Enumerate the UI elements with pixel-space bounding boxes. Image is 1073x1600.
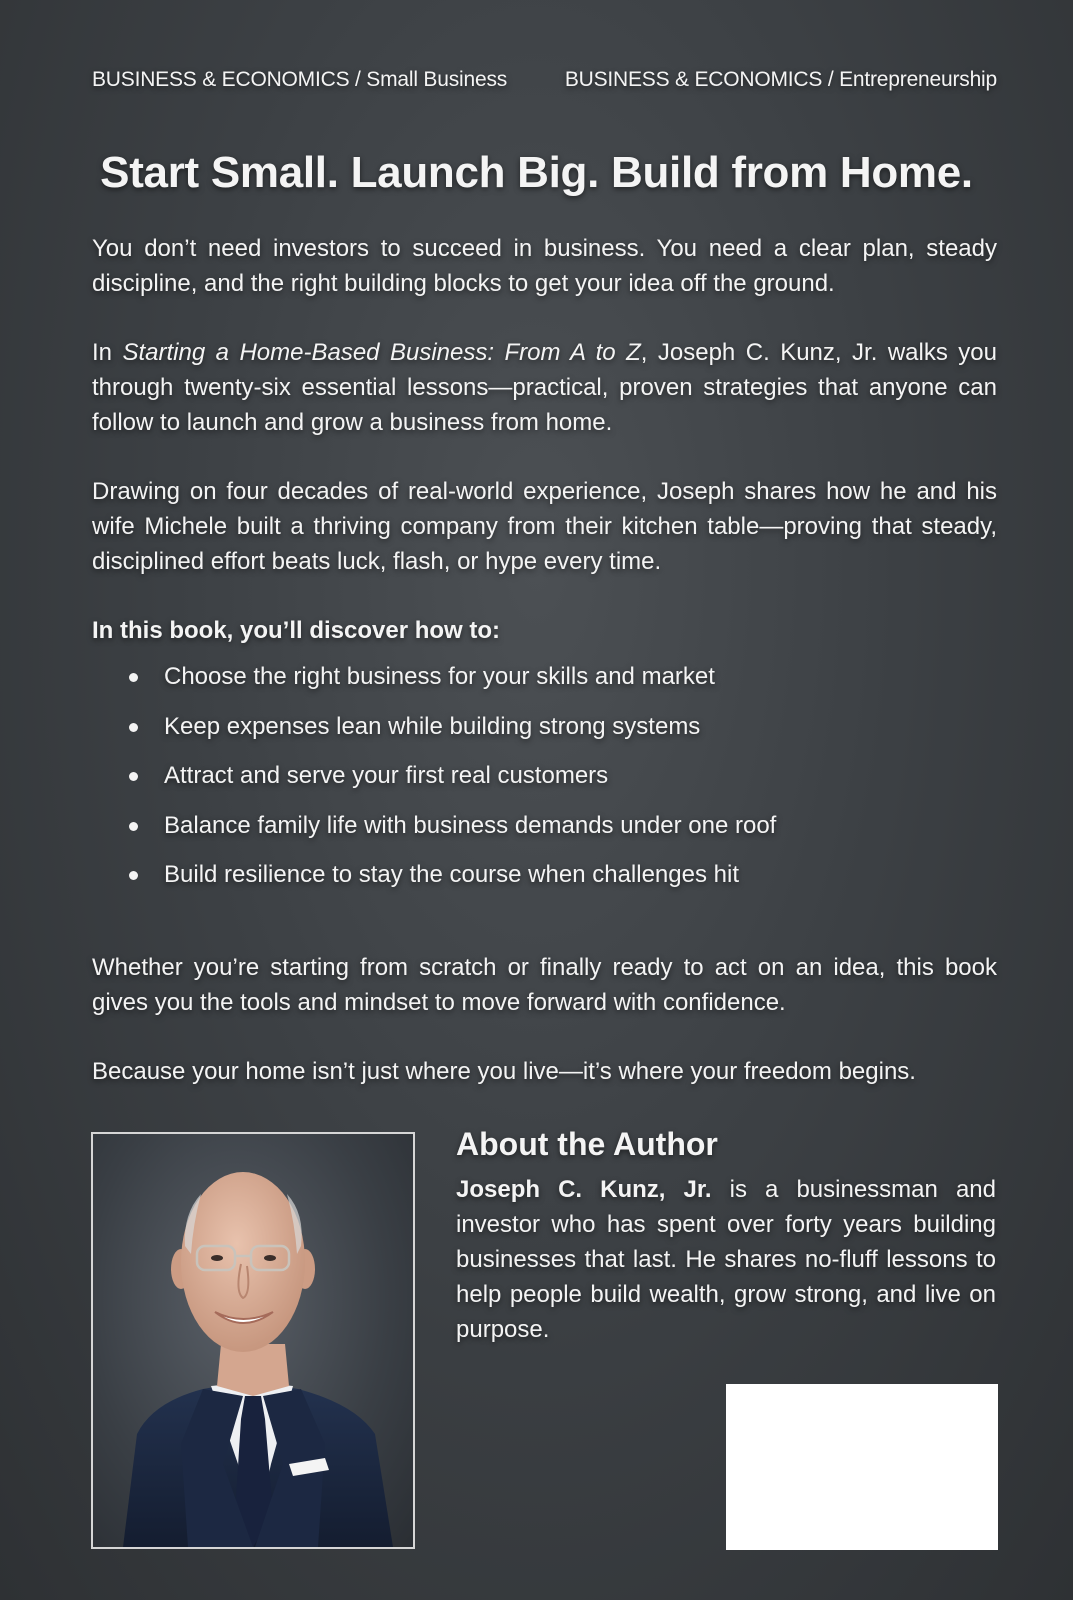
benefit-text: Balance family life with business demands under one roof: [164, 811, 777, 839]
benefit-text: Choose the right business for your skills and market: [164, 663, 715, 690]
barcode-placeholder: [726, 1384, 998, 1550]
book-paragraph-text: [92, 335, 997, 440]
closing-text: Whether you’re starting from scratch or finally ready to act on an idea, this book gives you the tools and mindset to move forward with confidence.: [92, 954, 997, 1016]
intro-text: You don’t need investors to succeed in business. You need a clear plan, steady discipline, and the right building blocks to get your idea off the ground.: [92, 235, 997, 297]
book-paragraph-prefix: In: [92, 339, 123, 366]
about-author-bio: [456, 1172, 996, 1347]
category-left: BUSINESS & ECONOMICS / Small Business: [92, 68, 508, 91]
about-author-heading: About the Author: [456, 1126, 718, 1162]
bullet-dot-icon: [129, 673, 138, 682]
bullet-dot-icon: [129, 822, 138, 831]
benefit-text: Attract and serve your first real customers: [164, 762, 609, 789]
book-title: Starting a Home-Based Business: From A to Z: [122, 339, 641, 366]
intro-paragraph: [92, 231, 997, 301]
experience-text: Drawing on four decades of real-world experience, Joseph shares how he and his wife Michele built a thriving company from their kitchen table—proving that steady, disciplined effort beats luck, flash, or hype every time.: [92, 478, 997, 575]
experience-paragraph: [92, 474, 997, 579]
bullet-dot-icon: [129, 871, 138, 880]
author-photo: [91, 1132, 415, 1549]
benefit-item: [126, 710, 776, 760]
author-bio-text: is a businessman and investor who has spent over forty years building businesses that last. He shares no-fluff lessons to help people build wealth, grow strong, and live on purpose.: [456, 1176, 996, 1343]
bullet-dot-icon: [129, 772, 138, 781]
benefits-list: [126, 660, 776, 908]
book-paragraph: [92, 335, 997, 440]
bullet-dot-icon: [129, 723, 138, 732]
tagline: Because your home isn’t just where you live—it’s where your freedom begins.: [92, 1058, 916, 1085]
author-name: Joseph C. Kunz, Jr.: [456, 1176, 712, 1203]
headline: Start Small. Launch Big. Build from Home.: [100, 148, 973, 197]
benefit-text: Build resilience to stay the course when challenges hit: [164, 861, 739, 888]
discover-heading: In this book, you’ll discover how to:: [92, 617, 501, 644]
benefit-text: Keep expenses lean while building strong systems: [164, 712, 701, 740]
book-paragraph-suffix: , Joseph C. Kunz, Jr. walks you through twenty-six essential lessons—practical, proven strategies that anyone can follow to launch and grow a business from home.: [92, 339, 997, 436]
category-right: BUSINESS & ECONOMICS / Entrepreneurship: [564, 68, 997, 91]
benefit-item: [126, 858, 776, 908]
benefit-item: [126, 809, 776, 859]
benefit-item: [126, 759, 776, 809]
closing-paragraph: [92, 950, 997, 1020]
benefit-item: [126, 660, 776, 710]
author-portrait-icon: [93, 1134, 413, 1547]
